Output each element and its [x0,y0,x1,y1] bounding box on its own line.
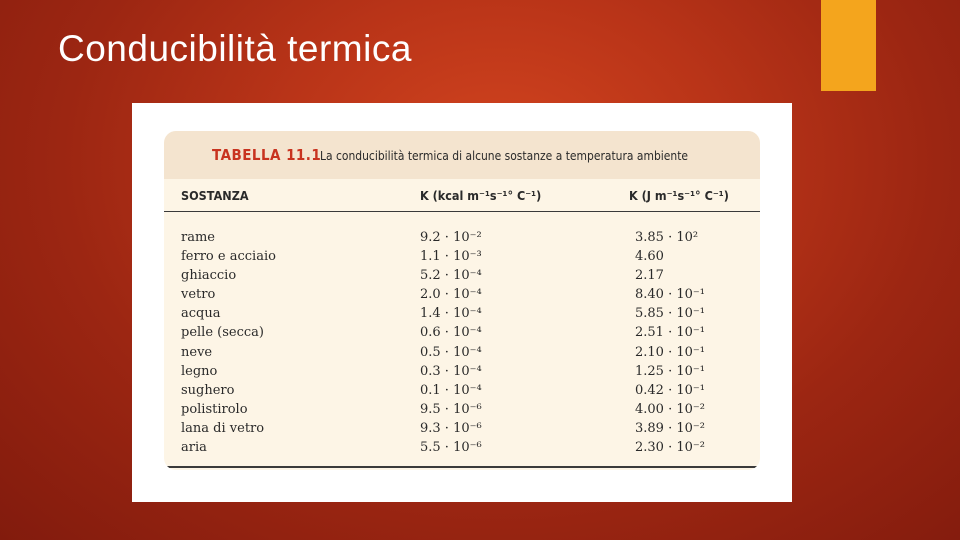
cell-k-kcal: 0.1 · 10⁻⁴ [420,382,482,398]
cell-k-kcal: 0.3 · 10⁻⁴ [420,363,482,379]
slide-title: Conducibilità termica [58,28,412,69]
cell-k-kcal: 9.5 · 10⁻⁶ [420,401,482,417]
cell-k-kcal: 5.5 · 10⁻⁶ [420,440,482,456]
table-row [164,344,760,363]
cell-k-j: 3.85 · 10² [635,230,699,245]
cell-k-j: 4.00 · 10⁻² [635,401,705,417]
cell-substance: vetro [181,287,216,303]
table-row [164,401,760,420]
cell-k-kcal: 1.4 · 10⁻⁴ [420,306,482,322]
header-k-j: K (J m⁻¹s⁻¹° C⁻¹) [629,188,729,203]
table-label: TABELLA 11.1 [212,146,322,164]
cell-substance: ghiaccio [181,268,237,284]
cell-substance: aria [181,440,207,456]
table-bottom-rule [164,466,760,468]
cell-k-j: 2.30 · 10⁻² [635,440,705,456]
header-k-kcal: K (kcal m⁻¹s⁻¹° C⁻¹) [420,188,542,203]
table-caption: La conducibilità termica di alcune sostanze a temperatura ambiente [320,147,689,163]
cell-k-j: 4.60 [635,249,664,265]
cell-k-j: 0.42 · 10⁻¹ [635,382,705,398]
cell-k-kcal: 0.5 · 10⁻⁴ [420,344,482,360]
cell-k-j: 2.10 · 10⁻¹ [635,344,705,360]
cell-k-kcal: 5.2 · 10⁻⁴ [420,268,482,284]
cell-k-j: 1.25 · 10⁻¹ [635,363,705,379]
accent-bar [821,0,876,91]
table-row [164,363,760,382]
cell-substance: polistirolo [181,401,248,417]
cell-k-kcal: 0.6 · 10⁻⁴ [420,325,482,341]
table-row [164,267,760,286]
table-body [164,229,760,458]
table-header-row [164,179,760,212]
cell-substance: sughero [181,382,235,398]
table-row [164,382,760,401]
cell-substance: pelle (secca) [181,325,264,341]
cell-k-j: 8.40 · 10⁻¹ [635,287,705,303]
table-row [164,439,760,458]
table-row [164,248,760,267]
cell-substance: lana di vetro [181,420,265,436]
table-image [132,103,792,502]
cell-substance: ferro e acciaio [181,249,276,265]
cell-k-j: 3.89 · 10⁻² [635,420,705,436]
cell-k-j: 2.51 · 10⁻¹ [635,325,705,341]
cell-k-kcal: 9.2 · 10⁻² [420,230,482,245]
table-row [164,286,760,305]
table-row [164,305,760,324]
cell-k-j: 2.17 [635,268,664,284]
table-caption-band [164,131,760,179]
cell-substance: acqua [181,306,221,322]
table-row [164,420,760,439]
table-row [164,229,760,248]
cell-substance: rame [181,230,215,245]
cell-substance: neve [181,344,213,360]
cell-k-kcal: 1.1 · 10⁻³ [420,249,482,265]
header-substance: SOSTANZA [181,188,249,203]
cell-k-kcal: 9.3 · 10⁻⁶ [420,420,482,436]
cell-substance: legno [181,363,218,379]
conductivity-table [164,131,760,470]
table-row [164,324,760,343]
cell-k-j: 5.85 · 10⁻¹ [635,306,705,322]
cell-k-kcal: 2.0 · 10⁻⁴ [420,287,482,303]
